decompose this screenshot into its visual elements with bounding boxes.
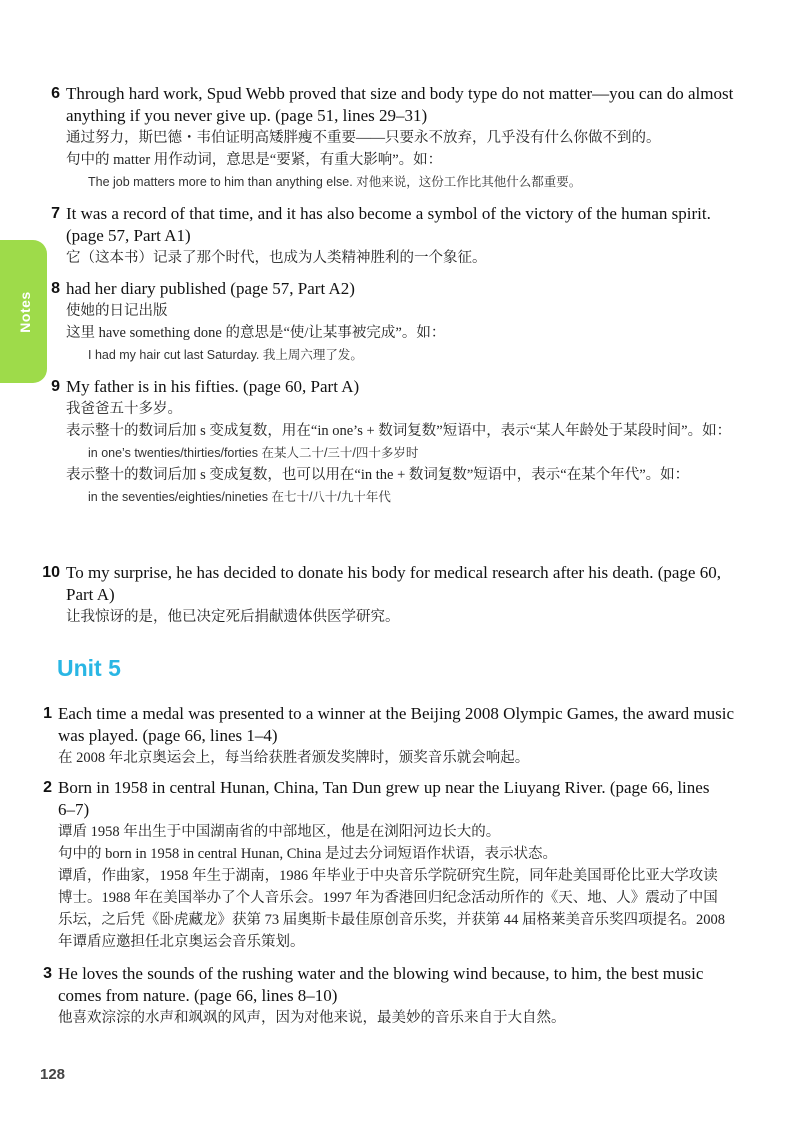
note-item-7 (36, 203, 746, 269)
unit5-note-item-3 (28, 963, 748, 1029)
note-number: 1 (43, 705, 52, 722)
unit5-note-item-2 (28, 777, 726, 953)
note-english: Through hard work, Spud Webb proved that size and body type do not matter—you can do almost anything if you never give up. (page 51, lines 29–31) (66, 84, 734, 125)
note-chinese: 表示整十的数词后加 s 变成复数，用在“in one’s + 数词复数”短语中，表示“某人年龄处于某段时间”。如： (66, 423, 732, 439)
note-chinese: 句中的 matter 用作动词，意思是“要紧，有重大影响”。如： (66, 152, 443, 168)
note-number: 8 (51, 280, 60, 297)
note-item-8 (36, 278, 746, 366)
note-english: Each time a medal was presented to a winner at the Beijing 2008 Olympic Games, the award music was played. (page 66, lines 1–4) (58, 704, 735, 745)
note-chinese: 他喜欢淙淙的水声和飒飒的风声，因为对他来说，最美妙的音乐来自于大自然。 (58, 1010, 566, 1026)
note-english: It was a record of that time, and it has also become a symbol of the victory of the human spirit. (page 57, Part A1) (66, 204, 711, 245)
note-english: had her diary published (page 57, Part A2) (66, 279, 355, 298)
page-number: 128 (40, 1066, 66, 1083)
note-chinese: 谭盾，作曲家，1958 年生于湖南，1986 年毕业于中央音乐学院研究生院，同年赴美国哥伦比亚大学攻读博士。1988 年在美国举办了个人音乐会。1997 年为香港回归纪念活动所作的《天、地、人》震动了中国乐坛，之后凭《卧虎藏龙》获第 73 届奥斯卡最佳原创音乐奖，并获第 44 届格莱美音乐奖四项提名。2008 年谭盾应邀担任北京奥运会音乐策划。 (58, 868, 725, 950)
note-chinese: 使她的日记出版 (66, 303, 168, 319)
unit5-note-item-1 (28, 703, 748, 769)
note-number: 3 (43, 965, 52, 982)
note-english: He loves the sounds of the rushing water and the blowing wind because, to him, the best music comes from nature. (page 66, lines 8–10) (58, 964, 704, 1005)
note-chinese: 让我惊讶的是，他已决定死后捐献遗体供医学研究。 (66, 609, 400, 625)
note-number: 6 (51, 85, 60, 102)
note-item-6 (36, 83, 746, 193)
note-chinese: 通过努力，斯巴德・韦伯证明高矮胖瘦不重要——只要永不放弃，几乎没有什么你做不到的。 (66, 130, 661, 146)
note-number: 7 (51, 205, 60, 222)
note-chinese: 这里 have something done 的意思是“使/让某事被完成”。如： (66, 325, 446, 341)
note-number: 10 (42, 564, 60, 581)
note-english: To my surprise, he has decided to donate his body for medical research after his death. (page 60, Part A) (66, 563, 721, 604)
note-chinese: 在 2008 年北京奥运会上，每当给获胜者颁发奖牌时，颁奖音乐就会响起。 (58, 750, 530, 766)
notes-tab-label: Notes (17, 291, 33, 333)
note-english: Born in 1958 in central Hunan, China, Tan Dun grew up near the Liuyang River. (page 66, lines 6–7) (58, 778, 710, 819)
note-example: I had my hair cut last Saturday. 我上周六理了发。 (88, 348, 363, 362)
note-chinese: 我爸爸五十多岁。 (66, 401, 182, 417)
unit-heading: Unit 5 (57, 655, 121, 681)
note-number: 2 (43, 779, 52, 796)
note-item-10 (36, 562, 746, 628)
note-example: in one’s twenties/thirties/forties 在某人二十/三十/四十多岁时 (88, 446, 419, 460)
note-item-9 (36, 376, 746, 508)
note-chinese: 它（这本书）记录了那个时代，也成为人类精神胜利的一个象征。 (66, 250, 487, 266)
note-example: in the seventies/eighties/nineties 在七十/八十/九十年代 (88, 490, 391, 504)
note-english: My father is in his fifties. (page 60, Part A) (66, 377, 360, 396)
note-example: The job matters more to him than anything else. 对他来说，这份工作比其他什么都重要。 (88, 175, 582, 189)
note-number: 9 (51, 378, 60, 395)
note-chinese: 谭盾 1958 年出生于中国湖南省的中部地区，他是在浏阳河边长大的。 (58, 824, 501, 840)
note-chinese: 句中的 born in 1958 in central Hunan, China 是过去分词短语作状语，表示状态。 (58, 846, 557, 862)
note-chinese: 表示整十的数词后加 s 变成复数，也可以用在“in the + 数词复数”短语中，表示“在某个年代”。如： (66, 467, 690, 483)
